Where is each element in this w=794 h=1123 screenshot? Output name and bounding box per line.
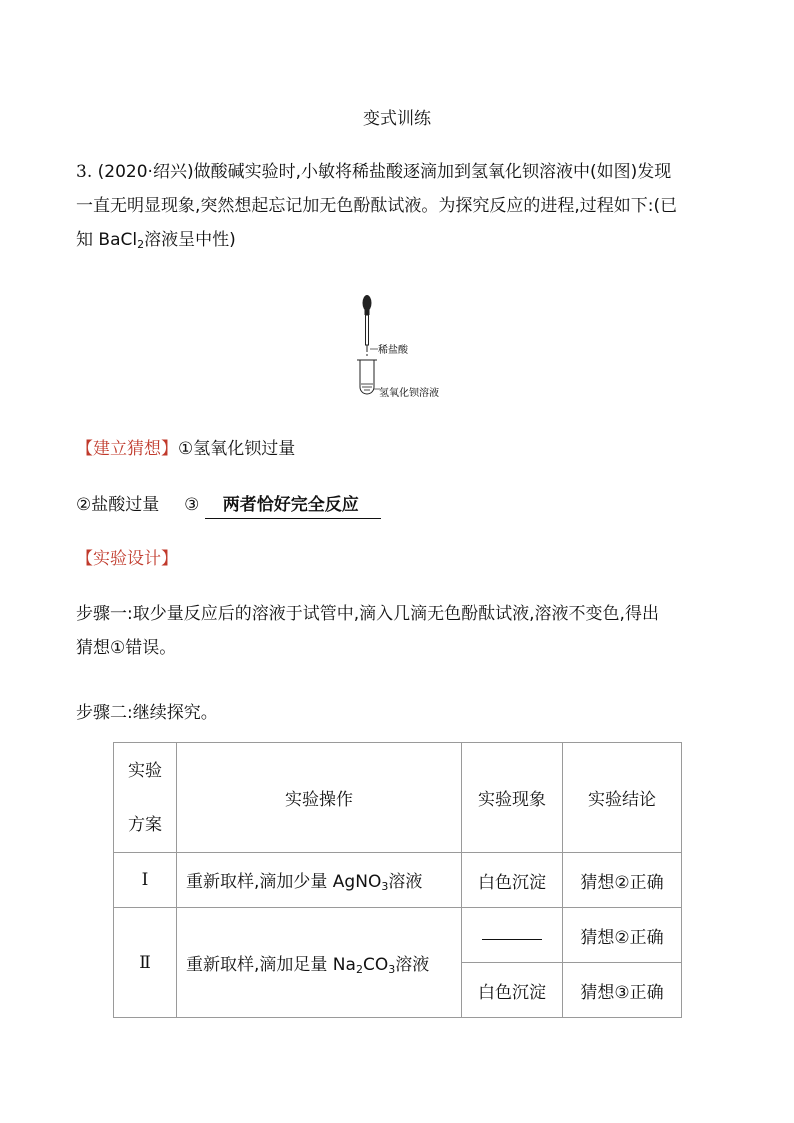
step-two: 步骤二:继续探究。 bbox=[76, 703, 218, 723]
experiment-table bbox=[113, 742, 682, 1018]
question-text-3: 溶液呈中性) bbox=[144, 230, 236, 250]
test-tube bbox=[360, 360, 374, 394]
row1-plan: Ⅰ bbox=[114, 853, 177, 908]
hypothesis-2: ②盐酸过量 bbox=[76, 495, 160, 515]
table-header-row bbox=[114, 743, 682, 853]
table-row bbox=[114, 853, 682, 908]
row1-op-subscript: 3 bbox=[381, 880, 389, 893]
design-heading-line bbox=[76, 542, 726, 576]
question-source: (2020·绍兴) bbox=[97, 162, 194, 182]
header-operation: 实验操作 bbox=[177, 743, 462, 853]
row1-phenomenon: 白色沉淀 bbox=[462, 853, 563, 908]
row2-op-mid: CO bbox=[362, 954, 389, 975]
dropper-test-tube-figure bbox=[340, 292, 470, 404]
row1-conclusion: 猜想②正确 bbox=[563, 853, 682, 908]
table-row bbox=[114, 908, 682, 963]
question-line-1 bbox=[76, 155, 726, 189]
step-one bbox=[76, 597, 726, 665]
step-one-line-1: 步骤一:取少量反应后的溶液于试管中,滴入几滴无色酚酞试液,溶液不变色,得出 bbox=[76, 604, 659, 624]
question-stem bbox=[76, 155, 726, 262]
blank-line bbox=[482, 929, 542, 940]
row2-conclusion-b: 猜想③正确 bbox=[563, 963, 682, 1018]
question-text-1: 做酸碱实验时,小敏将稀盐酸逐滴加到氢氧化钡溶液中(如图)发现 bbox=[193, 162, 672, 182]
hypothesis-line-2 bbox=[76, 488, 726, 522]
formula-bacl: 知 BaCl bbox=[76, 230, 138, 250]
header-plan bbox=[114, 743, 177, 853]
hypothesis-3-number: ③ bbox=[184, 495, 200, 515]
row2-phenomenon-b: 白色沉淀 bbox=[462, 963, 563, 1018]
question-line-2: 一直无明显现象,突然想起忘记加无色酚酞试液。为探究反应的进程,过程如下:(已 bbox=[76, 196, 678, 216]
row1-operation bbox=[177, 853, 462, 908]
dropper-neck bbox=[365, 309, 370, 315]
row2-op-subscript-1: 2 bbox=[355, 962, 363, 976]
section-title: 变式训练 bbox=[363, 109, 431, 129]
header-plan-line-2: 方案 bbox=[128, 814, 162, 835]
label-acid: 稀盐酸 bbox=[378, 345, 408, 356]
label-base: 氢氧化钡溶液 bbox=[379, 388, 439, 399]
header-plan-line-1: 实验 bbox=[128, 760, 162, 781]
row1-op-suffix: 溶液 bbox=[388, 872, 423, 892]
row2-plan: Ⅱ bbox=[114, 908, 177, 1018]
header-phenomenon: 实验现象 bbox=[462, 743, 563, 853]
row2-op-subscript-2: 3 bbox=[388, 962, 396, 976]
row2-phenomenon-a bbox=[462, 908, 563, 963]
dropper-tube bbox=[366, 315, 369, 345]
row2-op-text: 重新取样,滴加足量 Na bbox=[186, 954, 356, 975]
question-line-3 bbox=[76, 223, 726, 262]
dropper-bulb bbox=[363, 295, 372, 311]
formula-subscript: 2 bbox=[137, 238, 145, 251]
step-one-line-2: 猜想①错误。 bbox=[76, 638, 177, 658]
header-conclusion: 实验结论 bbox=[563, 743, 682, 853]
hypothesis-heading: 【建立猜想】 bbox=[76, 439, 178, 459]
row2-operation bbox=[177, 908, 462, 1018]
hypothesis-3-answer: 两者恰好完全反应 bbox=[205, 492, 381, 519]
design-heading: 【实验设计】 bbox=[76, 549, 178, 569]
row2-op-suffix: 溶液 bbox=[395, 954, 430, 975]
row1-op-text: 重新取样,滴加少量 AgNO bbox=[186, 872, 382, 892]
hypothesis-1: ①氢氧化钡过量 bbox=[178, 439, 296, 459]
question-number: 3. bbox=[76, 162, 93, 182]
hypothesis-line-1 bbox=[76, 432, 726, 466]
row2-conclusion-a: 猜想②正确 bbox=[563, 908, 682, 963]
